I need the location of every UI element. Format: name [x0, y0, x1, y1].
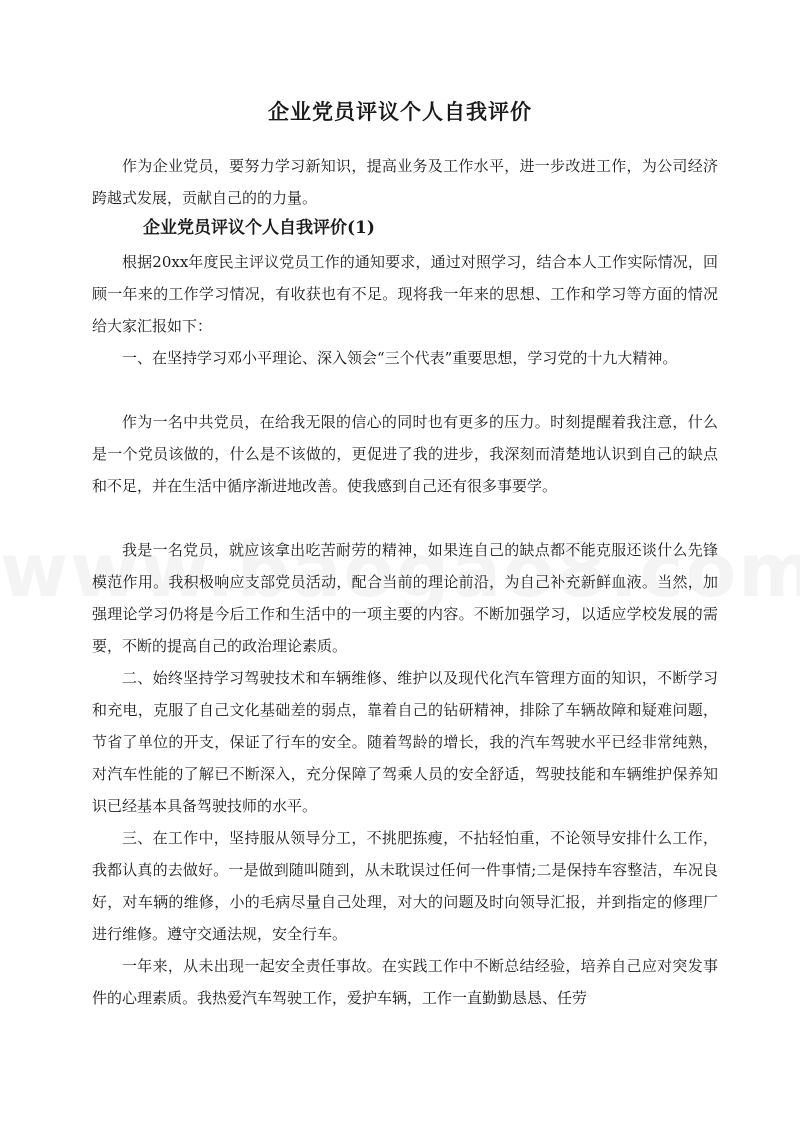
paragraph-4: 我是一名党员，就应该拿出吃苦耐劳的精神，如果连自己的缺点都不能克服还谈什么先锋模范作用。我积极响应支部党员活动，配合当前的理论前沿，为自己补充新鲜血液。当然，加强理论学习仍将是今后工作和生活中的一项主要的内容。不断加强学习，以适应学校发展的需要，不断的提高自己的政治理论素质。	[92, 541, 718, 655]
document-title: 企业党员评议个人自我评价	[268, 99, 532, 124]
paragraph-intro: 作为企业党员，要努力学习新知识，提高业务及工作水平，进一步改进工作，为公司经济跨越式发展，贡献自己的的力量。	[92, 157, 718, 207]
paragraph-7: 一年来，从未出现一起安全责任事故。在实践工作中不断总结经验，培养自己应对突发事件的心理素质。我热爱汽车驾驶工作，爱护车辆，工作一直勤勤恳恳、任劳	[92, 957, 718, 1007]
paragraph-1: 根据20xx年度民主评议党员工作的通知要求，通过对照学习，结合本人工作实际情况，回顾一年来的工作学习情况，有收获也有不足。现将我一年来的思想、工作和学习等方面的情况给大家汇报如下：	[92, 253, 718, 335]
paragraph-5: 二、始终坚持学习驾驶技术和车辆维修、维护以及现代化汽车管理方面的知识，不断学习和充电，克服了自己文化基础差的弱点，靠着自己的钻研精神，排除了车辆故障和疑难问题，节省了单位的开支，保证了行车的安全。随着驾龄的增长，我的汽车驾驶水平已经非常纯熟，对汽车性能的了解已不断深入，充分保障了驾乘人员的安全舒适，驾驶技能和车辆维护保养知识已经基本具备驾驶技师的水平。	[92, 669, 718, 815]
paragraph-2: 一、在坚持学习邓小平理论、深入领会“三个代表”重要思想，学习党的十九大精神。	[122, 349, 678, 367]
paragraph-6: 三、在工作中，坚持服从领导分工，不挑肥拣瘦，不拈轻怕重，不论领导安排什么工作，我都认真的去做好。一是做到随叫随到，从未耽误过任何一件事情;二是保持车容整洁，车况良好，对车辆的维修，小的毛病尽量自己处理，对大的问题及时向领导汇报，并到指定的修理厂进行维修。遵守交通法规，安全行车。	[92, 829, 718, 943]
section-subtitle: 企业党员评议个人自我评价(1)	[143, 218, 375, 238]
paragraph-3: 作为一名中共党员，在给我无限的信心的同时也有更多的压力。时刻提醒着我注意，什么是一个党员该做的，什么是不该做的，更促进了我的进步，我深刻而清楚地认识到自己的缺点和不足，并在生活中循序渐进地改善。使我感到自己还有很多事要学。	[92, 413, 718, 495]
